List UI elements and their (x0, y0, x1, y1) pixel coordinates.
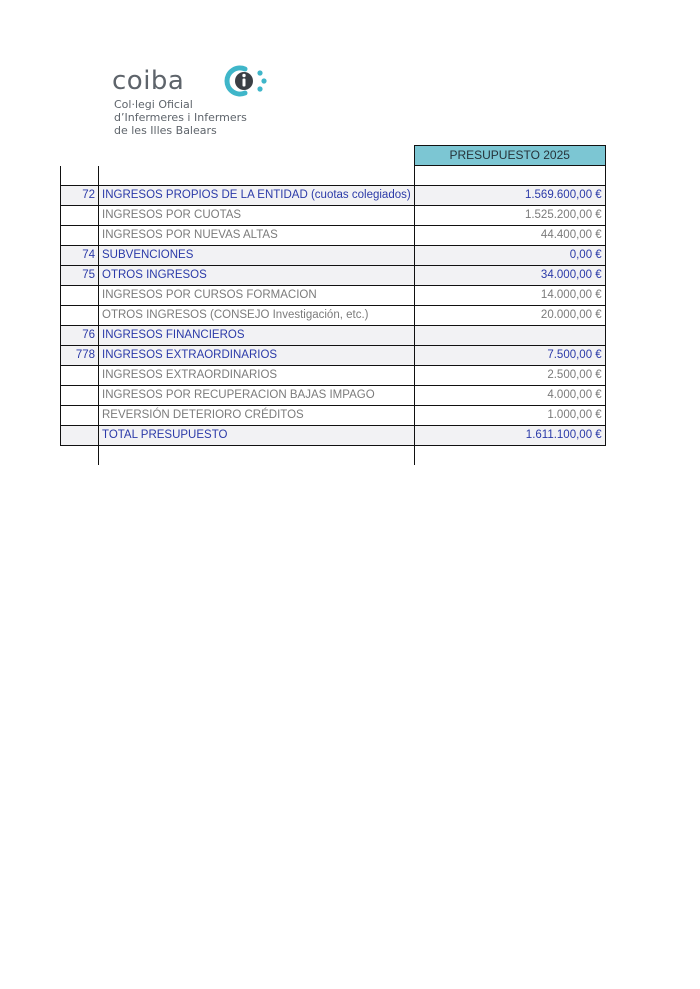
logo-i-icon (223, 65, 269, 97)
row-description: SUBVENCIONES (99, 246, 415, 266)
table-row (61, 266, 606, 286)
row-amount: 20.000,00 € (414, 306, 605, 326)
table-row-total (61, 426, 606, 446)
table-tail-row (61, 446, 606, 466)
row-amount: 44.400,00 € (414, 226, 605, 246)
table-spacer-row (61, 166, 606, 186)
row-description: INGRESOS POR RECUPERACION BAJAS IMPAGO (99, 386, 415, 406)
row-description: INGRESOS EXTRAORDINARIOS (99, 346, 415, 366)
column-header-budget: PRESUPUESTO 2025 (414, 146, 605, 166)
organization-logo (112, 62, 312, 140)
row-description: OTROS INGRESOS (99, 266, 415, 286)
table-row (61, 206, 606, 226)
row-code (61, 426, 99, 446)
row-amount: 1.611.100,00 € (414, 426, 605, 446)
table-row (61, 386, 606, 406)
row-code: 72 (61, 186, 99, 206)
row-description: REVERSIÓN DETERIORO CRÉDITOS (99, 406, 415, 426)
table-row (61, 306, 606, 326)
row-amount: 1.525.200,00 € (414, 206, 605, 226)
table-row (61, 406, 606, 426)
table-row (61, 366, 606, 386)
row-code (61, 206, 99, 226)
row-code: 76 (61, 326, 99, 346)
row-description: INGRESOS FINANCIEROS (99, 326, 415, 346)
row-code: 75 (61, 266, 99, 286)
table-row (61, 346, 606, 366)
row-amount: 14.000,00 € (414, 286, 605, 306)
row-code: 778 (61, 346, 99, 366)
row-description: OTROS INGRESOS (CONSEJO Investigación, etc.) (99, 306, 415, 326)
row-description: INGRESOS POR NUEVAS ALTAS (99, 226, 415, 246)
budget-table (60, 145, 606, 465)
row-amount: 34.000,00 € (414, 266, 605, 286)
row-code (61, 406, 99, 426)
table-row (61, 286, 606, 306)
row-code (61, 226, 99, 246)
row-amount (414, 326, 605, 346)
row-description: INGRESOS EXTRAORDINARIOS (99, 366, 415, 386)
table-row (61, 226, 606, 246)
logo-line-1: Col·legi Oficial (114, 98, 193, 111)
row-description: INGRESOS PROPIOS DE LA ENTIDAD (cuotas colegiados) (99, 186, 415, 206)
row-description: INGRESOS POR CURSOS FORMACION (99, 286, 415, 306)
row-amount: 0,00 € (414, 246, 605, 266)
logo-line-3: de les Illes Balears (114, 124, 217, 137)
row-description: INGRESOS POR CUOTAS (99, 206, 415, 226)
logo-wordmark: coiba (112, 66, 185, 96)
logo-line-2: d’Infermeres i Infermers (114, 111, 247, 124)
row-amount: 2.500,00 € (414, 366, 605, 386)
row-amount: 1.000,00 € (414, 406, 605, 426)
row-code: 74 (61, 246, 99, 266)
row-amount: 4.000,00 € (414, 386, 605, 406)
row-amount: 1.569.600,00 € (414, 186, 605, 206)
table-row (61, 186, 606, 206)
row-code (61, 386, 99, 406)
table-row (61, 326, 606, 346)
row-code (61, 286, 99, 306)
row-code (61, 306, 99, 326)
row-amount: 7.500,00 € (414, 346, 605, 366)
row-code (61, 366, 99, 386)
table-row (61, 246, 606, 266)
table-header-row (61, 146, 606, 166)
row-description: TOTAL PRESUPUESTO (99, 426, 415, 446)
